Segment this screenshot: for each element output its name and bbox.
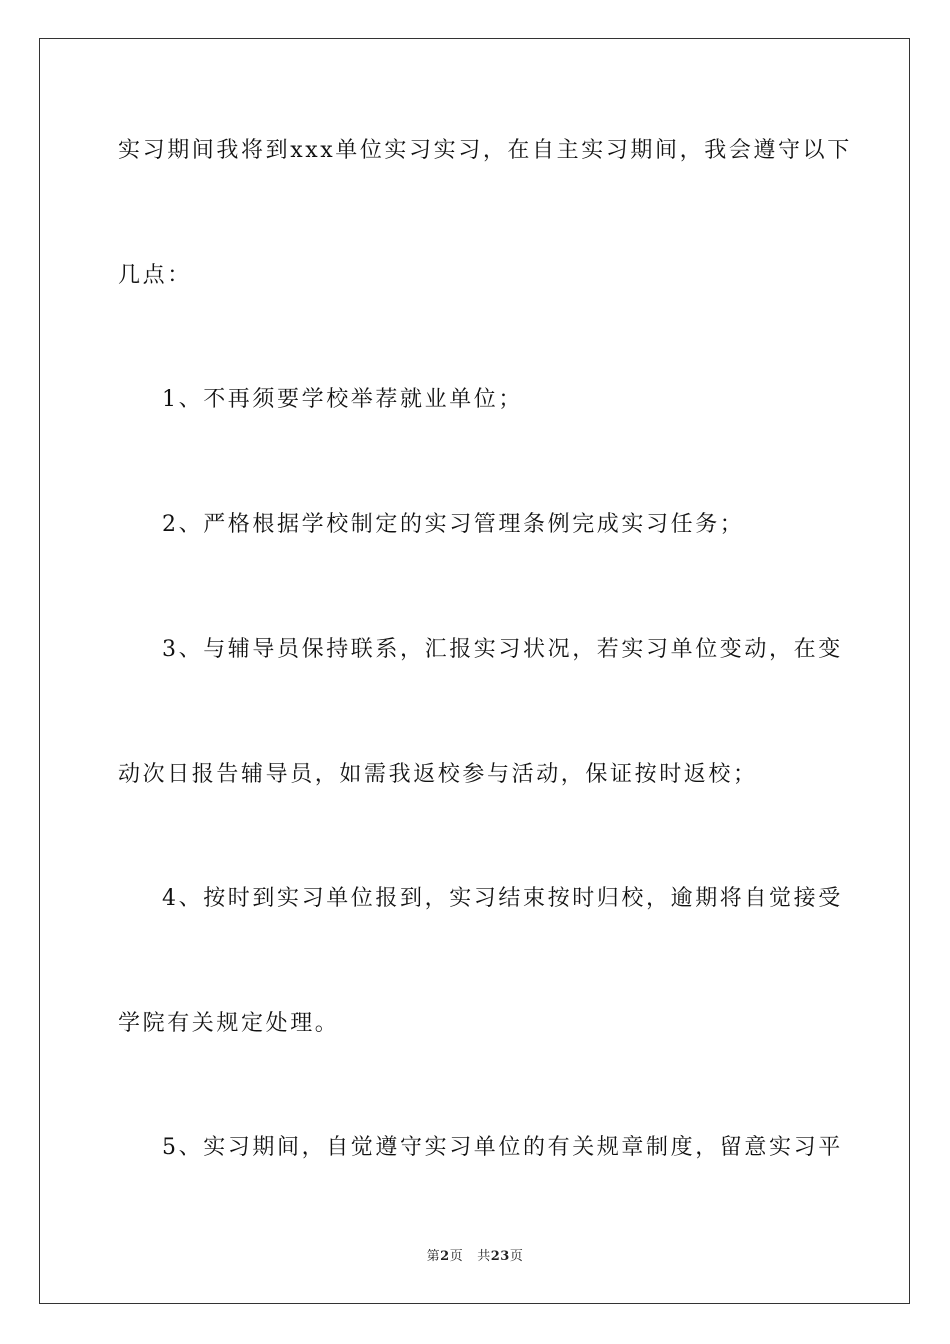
- list-item-4: 4、按时到实习单位报到，实习结束按时归校，逾期将自觉接受: [162, 886, 843, 911]
- page-border: [39, 38, 910, 1304]
- footer-page-prefix: 第: [426, 1249, 441, 1264]
- footer-total-suffix: 页: [509, 1249, 524, 1264]
- footer-page-number: 2: [440, 1249, 450, 1264]
- list-item-1: 1、不再须要学校举荐就业单位；: [162, 387, 523, 412]
- list-item-3-continuation: 动次日报告辅导员，如需我返校参与活动，保证按时返校；: [118, 762, 758, 787]
- list-item-5: 5、实习期间，自觉遵守实习单位的有关规章制度，留意实习平: [162, 1135, 843, 1160]
- list-item-2: 2、严格根据学校制定的实习管理条例完成实习任务；: [162, 512, 745, 537]
- page-footer: [0, 1248, 950, 1266]
- list-item-4-continuation: 学院有关规定处理。: [118, 1011, 340, 1036]
- footer-page-suffix: 页: [449, 1249, 464, 1264]
- footer-total-prefix: 共: [477, 1249, 491, 1264]
- list-item-3: 3、与辅导员保持联系，汇报实习状况，若实习单位变动，在变: [162, 637, 843, 662]
- body-line-2: 几点：: [118, 263, 192, 288]
- body-line-1: 实习期间我将到xxx单位实习实习，在自主实习期间，我会遵守以下: [118, 138, 852, 163]
- footer-total-pages: 23: [490, 1249, 510, 1264]
